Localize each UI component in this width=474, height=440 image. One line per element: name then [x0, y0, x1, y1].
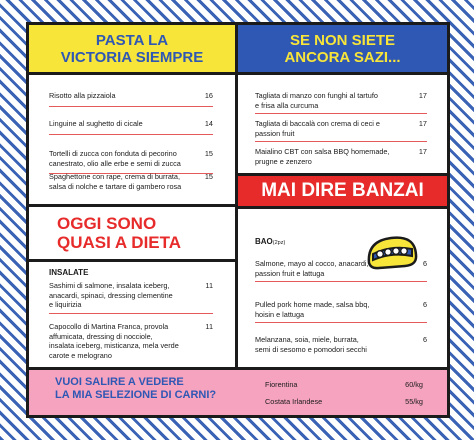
- sazi-heading: SE NON SIETE ANCORA SAZI...: [238, 25, 447, 75]
- insalate-title: INSALATE: [49, 268, 89, 277]
- list-item: Pulled pork home made, salsa bbq, hoisin e lattuga 6: [255, 300, 427, 323]
- meat-item-fiorentina: Fiorentina 60/kg: [265, 380, 423, 389]
- list-item: Tagliata di manzo con funghi al tartufo e frisa alla curcuma 17: [255, 91, 427, 114]
- list-item: Capocollo di Martina Franca, provola affumicata, dressing di nocciole, insalata iceberg, misticanza, mela verde carote e melograno 11: [49, 322, 213, 360]
- section-divider: [29, 259, 235, 262]
- carni-heading: VUOI SALIRE A VEDERE LA MIA SELEZIONE DI CARNI?: [55, 376, 217, 401]
- banzai-heading: MAI DIRE BANZAI: [238, 173, 447, 209]
- list-item: Risotto alla pizzaiola 16: [49, 91, 213, 107]
- list-item: Tortelli di zucca con fonduta di pecorino canestrato, olio alle erbe e semi di zucca 15: [49, 149, 213, 174]
- list-item: Melanzana, soia, miele, burrata, semi di sesomo e pomodori secchi 6: [255, 335, 427, 354]
- list-item: Maialino CBT con salsa BBQ homemade, prugne e zenzero 17: [255, 147, 427, 166]
- pasta-heading: PASTA LA VICTORIA SIEMPRE: [29, 25, 235, 75]
- list-item: Tagliata di baccalà con crema di ceci e passion fruit 17: [255, 119, 427, 142]
- list-item: Sashimi di salmone, insalata iceberg, anacardi, spinaci, dressing clementine e liquirizia 11: [49, 281, 213, 314]
- dieta-heading: OGGI SONO QUASI A DIETA: [57, 214, 182, 252]
- menu-board: [26, 22, 450, 418]
- section-divider: [29, 204, 235, 207]
- meat-item-costata: Costata Irlandese 55/kg: [265, 397, 423, 406]
- bao-title: BAO(2pz): [255, 237, 286, 246]
- list-item: Spaghettone con rape, crema di burrata, salsa di nolche e tartare di gambero rosa 15: [49, 172, 213, 191]
- carni-banner: [29, 367, 447, 415]
- list-item: Salmone, mayo al cocco, anacardi, passion fruit e lattuga 6: [255, 259, 427, 282]
- list-item: Linguine al sughetto di cicale 14: [49, 119, 213, 135]
